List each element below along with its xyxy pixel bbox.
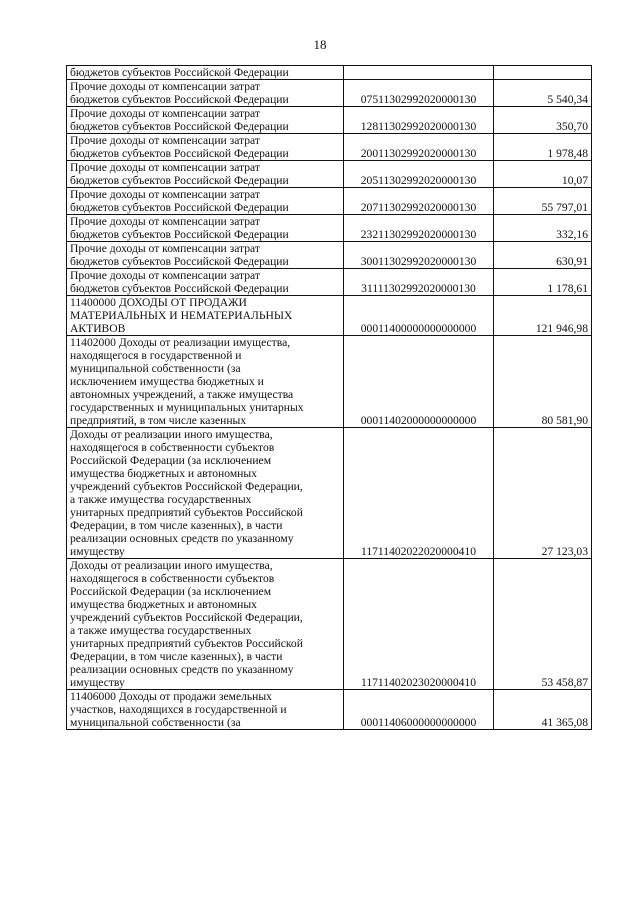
amount-cell: 5 540,34 [494, 80, 592, 107]
revenue-name-cell [67, 296, 344, 336]
revenue-table [66, 65, 592, 730]
revenue-name-cell [67, 188, 344, 215]
revenue-name: 11406000 Доходы от продажи земельных участков, находящихся в государственной и муниципальной собственности (за [70, 690, 287, 729]
revenue-name: 11402000 Доходы от реализации имущества, находящегося в государственной и муниципальной собственности (за исключением имущества бюджетных и автономных учреждений, а также имущества государственных и муниципальных унитарных предприятий, в том числе казенных [70, 336, 304, 427]
table-row [67, 107, 592, 134]
table-row [67, 161, 592, 188]
revenue-name: Доходы от реализации иного имущества, находящегося в собственности субъектов Российской Федерации (за исключением имущества бюджетных и автономных учреждений субъектов Российской Федерации, а также имущества государственных унитарных предприятий субъектов Российской Федерации, в том числе казенных), в части реализации основных средств по указанному имуществу [70, 428, 303, 558]
amount-cell [494, 66, 592, 80]
amount-cell: 80 581,90 [494, 336, 592, 428]
table-row [67, 559, 592, 690]
budget-code-cell: 11711402022020000410 [344, 428, 494, 559]
budget-code-cell [344, 66, 494, 80]
revenue-name: Прочие доходы от компенсации затрат бюджетов субъектов Российской Федерации [70, 134, 289, 160]
budget-code-cell: 12811302992020000130 [344, 107, 494, 134]
revenue-name-cell [67, 134, 344, 161]
revenue-name-cell [67, 161, 344, 188]
budget-code-cell: 00011406000000000000 [344, 690, 494, 730]
revenue-name: Прочие доходы от компенсации затрат бюджетов субъектов Российской Федерации [70, 188, 289, 214]
revenue-name: 11400000 ДОХОДЫ ОТ ПРОДАЖИ МАТЕРИАЛЬНЫХ И НЕМАТЕРИАЛЬНЫХ АКТИВОВ [70, 296, 293, 335]
table-row [67, 134, 592, 161]
amount-cell: 350,70 [494, 107, 592, 134]
revenue-table-body [67, 66, 592, 730]
revenue-name: Прочие доходы от компенсации затрат бюджетов субъектов Российской Федерации [70, 242, 289, 268]
amount-cell: 1 978,48 [494, 134, 592, 161]
budget-code-cell: 00011402000000000000 [344, 336, 494, 428]
amount-cell: 10,07 [494, 161, 592, 188]
amount-cell: 121 946,98 [494, 296, 592, 336]
table-row [67, 690, 592, 730]
revenue-name: Прочие доходы от компенсации затрат бюджетов субъектов Российской Федерации [70, 161, 289, 187]
amount-cell: 1 178,61 [494, 269, 592, 296]
table-row [67, 296, 592, 336]
table-row [67, 428, 592, 559]
table-row [67, 66, 592, 80]
table-row [67, 188, 592, 215]
budget-code-cell: 23211302992020000130 [344, 215, 494, 242]
budget-code-cell: 11711402023020000410 [344, 559, 494, 690]
revenue-name-cell [67, 107, 344, 134]
revenue-name: Прочие доходы от компенсации затрат бюджетов субъектов Российской Федерации [70, 269, 289, 295]
revenue-name-cell [67, 66, 344, 80]
amount-cell: 630,91 [494, 242, 592, 269]
revenue-name-cell [67, 80, 344, 107]
revenue-name-cell [67, 242, 344, 269]
revenue-name-cell [67, 215, 344, 242]
amount-cell: 53 458,87 [494, 559, 592, 690]
revenue-name: Прочие доходы от компенсации затрат бюджетов субъектов Российской Федерации [70, 80, 289, 106]
budget-code-cell: 20011302992020000130 [344, 134, 494, 161]
revenue-name-cell [67, 690, 344, 730]
budget-code-cell: 20511302992020000130 [344, 161, 494, 188]
revenue-name: Доходы от реализации иного имущества, находящегося в собственности субъектов Российской Федерации (за исключением имущества бюджетных и автономных учреждений субъектов Российской Федерации, а также имущества государственных унитарных предприятий субъектов Российской Федерации, в том числе казенных), в части реализации основных средств по указанному имуществу [70, 559, 303, 689]
revenue-name-cell [67, 336, 344, 428]
amount-cell: 332,16 [494, 215, 592, 242]
page-number: 18 [313, 37, 327, 52]
table-row [67, 269, 592, 296]
revenue-name-cell [67, 559, 344, 690]
table-row [67, 80, 592, 107]
revenue-name-cell [67, 428, 344, 559]
budget-code-cell: 31111302992020000130 [344, 269, 494, 296]
revenue-name: Прочие доходы от компенсации затрат бюджетов субъектов Российской Федерации [70, 215, 289, 241]
budget-code-cell: 07511302992020000130 [344, 80, 494, 107]
budget-code-cell: 30011302992020000130 [344, 242, 494, 269]
budget-code-cell: 00011400000000000000 [344, 296, 494, 336]
table-row [67, 336, 592, 428]
revenue-name-cell [67, 269, 344, 296]
amount-cell: 41 365,08 [494, 690, 592, 730]
amount-cell: 55 797,01 [494, 188, 592, 215]
table-row [67, 242, 592, 269]
amount-cell: 27 123,03 [494, 428, 592, 559]
revenue-name: бюджетов субъектов Российской Федерации [70, 66, 289, 79]
budget-code-cell: 20711302992020000130 [344, 188, 494, 215]
revenue-name: Прочие доходы от компенсации затрат бюджетов субъектов Российской Федерации [70, 107, 289, 133]
table-row [67, 215, 592, 242]
